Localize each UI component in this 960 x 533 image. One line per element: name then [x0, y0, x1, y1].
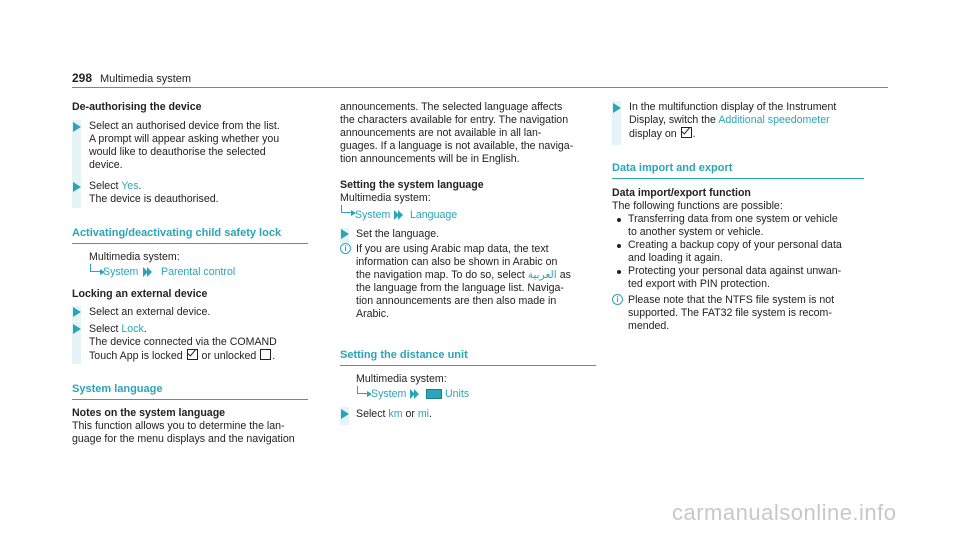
paragraph-line: announcements. The selected language affects	[340, 101, 563, 113]
menu-item-units[interactable]: Units	[445, 388, 470, 400]
section-rule	[72, 399, 308, 400]
option-mi[interactable]: mi	[417, 408, 430, 420]
section-rule	[72, 243, 308, 244]
bullet-icon	[617, 270, 621, 274]
header-rule	[72, 87, 888, 88]
units-icon	[426, 389, 442, 399]
step-text: Select Lock.	[89, 323, 147, 335]
step-text: device.	[89, 159, 123, 171]
step-text: would like to deauthorise the selected	[89, 146, 266, 158]
menu-path-label: Multimedia system:	[89, 251, 180, 263]
info-icon: i	[340, 243, 351, 254]
list-item: to another system or vehicle.	[628, 226, 764, 238]
step-arrow-icon	[73, 122, 81, 132]
unchecked-box-icon	[260, 349, 271, 360]
menu-item-system[interactable]: System	[371, 388, 407, 400]
heading-import-export-function: Data import/export function	[612, 187, 751, 199]
info-text: If you are using Arabic map data, the text	[356, 243, 549, 255]
step-arrow-icon	[73, 324, 81, 334]
section-data-import-export: Data import and export	[612, 162, 733, 174]
info-text: Please note that the NTFS file system is not	[628, 294, 835, 306]
menu-item-system[interactable]: System	[355, 209, 391, 221]
step-text: The device is deauthorised.	[89, 193, 219, 205]
step-arrow-icon	[341, 409, 349, 419]
heading-locking: Locking an external device	[72, 288, 208, 300]
menu-item-parental-control[interactable]: Parental control	[161, 266, 236, 278]
list-item: Transferring data from one system or vehicle	[628, 213, 838, 225]
section-child-safety-lock: Activating/deactivating child safety lock	[72, 227, 282, 239]
checked-box-icon	[681, 127, 692, 138]
step-text: Select an external device.	[89, 306, 211, 318]
paragraph-line: tion announcements will be in English.	[340, 153, 520, 165]
heading-deauthorising: De-authorising the device	[72, 101, 202, 113]
info-text: Arabic.	[356, 308, 389, 320]
page-header-title: Multimedia system	[100, 73, 192, 85]
option-lock[interactable]: Lock	[121, 323, 144, 335]
section-rule	[340, 365, 596, 366]
checked-box-icon	[187, 349, 198, 360]
page-number: 298	[72, 71, 93, 85]
info-text: information can also be shown in Arabic on	[356, 256, 558, 268]
option-additional-speedometer[interactable]: Additional speedometer	[718, 114, 830, 126]
info-text: the navigation map. To do so, select العربية as	[356, 269, 571, 281]
paragraph-line: announcements are not available in all lan-	[340, 127, 542, 139]
paragraph-line: guage for the menu displays and the navigation	[72, 433, 295, 445]
step-text: Select Yes.	[89, 180, 142, 192]
step-arrow-icon	[73, 182, 81, 192]
step-text: Touch App is locked or unlocked .	[89, 350, 276, 362]
step-text: display on .	[629, 128, 696, 140]
path-arrow-icon	[410, 389, 420, 399]
path-hook-icon	[341, 205, 351, 213]
paragraph-line: The following functions are possible:	[612, 200, 783, 212]
path-arrow-icon	[143, 267, 153, 277]
menu-item-system[interactable]: System	[103, 266, 139, 278]
step-text: In the multifunction display of the Instrument	[629, 101, 837, 113]
menu-item-language[interactable]: Language	[410, 209, 458, 221]
step-arrow-icon	[341, 229, 349, 239]
bullet-icon	[617, 218, 621, 222]
bullet-icon	[617, 244, 621, 248]
step-text: Select an authorised device from the list.	[89, 120, 280, 132]
step-text: Display, switch the Additional speedometer	[629, 114, 830, 126]
section-system-language: System language	[72, 383, 163, 395]
info-text: the language from the language list. Naviga-	[356, 282, 564, 294]
menu-path-label: Multimedia system:	[340, 192, 431, 204]
option-km[interactable]: km	[388, 408, 403, 420]
menu-path-label: Multimedia system:	[356, 373, 447, 385]
option-yes[interactable]: Yes	[121, 180, 139, 192]
info-text: tion announcements are then also made in	[356, 295, 557, 307]
heading-notes-language: Notes on the system language	[72, 407, 226, 419]
step-text: Set the language.	[356, 228, 440, 240]
option-arabic[interactable]: العربية	[527, 269, 557, 281]
paragraph-line: guages. If a language is not available, the naviga-	[340, 140, 574, 152]
step-arrow-icon	[73, 307, 81, 317]
info-text: mended.	[628, 320, 670, 332]
paragraph-line: This function allows you to determine the lan-	[72, 420, 285, 432]
list-item: Creating a backup copy of your personal data	[628, 239, 842, 251]
info-icon: i	[612, 294, 623, 305]
section-distance-unit: Setting the distance unit	[340, 349, 468, 361]
step-text: The device connected via the COMAND	[89, 336, 277, 348]
path-hook-icon	[357, 386, 367, 394]
step-arrow-icon	[613, 103, 621, 113]
section-rule	[612, 178, 864, 179]
step-text: Select km or mi.	[356, 408, 432, 420]
paragraph-line: the characters available for entry. The navigation	[340, 114, 569, 126]
list-item: and loading it again.	[628, 252, 723, 264]
list-item: Protecting your personal data against unwan-	[628, 265, 842, 277]
watermark: carmanualsonline.info	[672, 500, 897, 525]
heading-setting-language: Setting the system language	[340, 179, 484, 191]
list-item: ted export with PIN protection.	[628, 278, 770, 290]
info-text: supported. The FAT32 file system is recom-	[628, 307, 832, 319]
path-hook-icon	[90, 264, 100, 272]
path-arrow-icon	[394, 210, 404, 220]
step-text: A prompt will appear asking whether you	[89, 133, 280, 145]
